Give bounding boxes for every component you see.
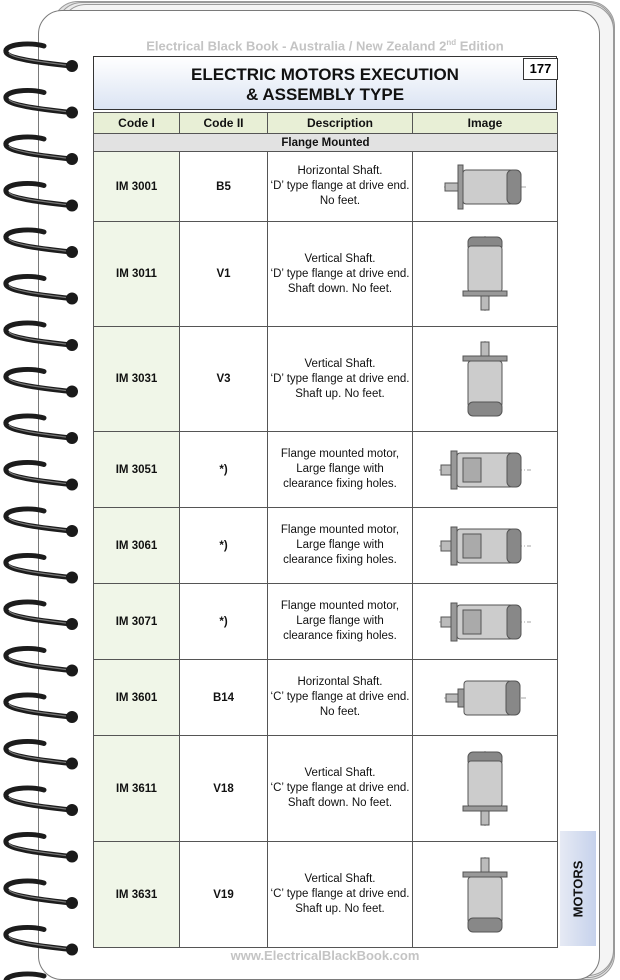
- motor-vertical-shaft-down-icon: [413, 749, 557, 829]
- binding-ring: [6, 695, 78, 723]
- binding-ring: [6, 463, 78, 491]
- description-line: Horizontal Shaft.: [297, 676, 383, 688]
- binding-ring: [6, 416, 78, 444]
- code-i-cell: IM 3001: [94, 152, 180, 222]
- description-line: ‘D’ type flange at drive end.: [270, 372, 410, 385]
- description-line: ‘C’ type flange at drive end.: [270, 691, 410, 703]
- description-cell: [268, 660, 413, 736]
- description-line: Shaft up. No feet.: [295, 903, 385, 915]
- section-row: [94, 134, 558, 152]
- binding-ring: [6, 788, 78, 816]
- binding-ring: [6, 742, 78, 770]
- code-i-cell: IM 3071: [94, 584, 180, 660]
- motor-large-flange-icon: [413, 599, 557, 645]
- description-cell: [268, 432, 413, 508]
- table-row: [94, 327, 558, 432]
- motor-vertical-shaft-down-icon: [413, 234, 557, 314]
- binding-ring: [6, 649, 78, 677]
- motor-vertical-shaft-up-icon: [413, 339, 557, 419]
- image-cell: [413, 508, 558, 584]
- description-cell: [268, 584, 413, 660]
- code-ii-cell: *): [180, 508, 268, 584]
- binding-ring: [6, 835, 78, 863]
- binding-ring: [6, 928, 78, 956]
- description-line: Large flange with: [296, 615, 384, 627]
- description-line: Large flange with: [296, 463, 384, 475]
- code-i-cell: IM 3011: [94, 222, 180, 327]
- page-number: 177: [523, 58, 558, 80]
- code-i-cell: IM 3611: [94, 736, 180, 842]
- binding-ring: [6, 974, 78, 980]
- binding-ring: [6, 91, 78, 119]
- binding-ring: [6, 137, 78, 165]
- title-line-2: & ASSEMBLY TYPE: [245, 85, 405, 104]
- table-row: [94, 660, 558, 736]
- description-line: ‘C’ type flange at drive end.: [270, 888, 410, 900]
- image-cell: [413, 842, 558, 948]
- code-i-cell: IM 3631: [94, 842, 180, 948]
- binding-ring: [6, 184, 78, 212]
- motor-large-flange-icon: [413, 523, 557, 569]
- description-line: clearance fixing holes.: [283, 478, 397, 490]
- image-cell: [413, 736, 558, 842]
- description-cell: [268, 152, 413, 222]
- code-i-cell: IM 3061: [94, 508, 180, 584]
- code-i-cell: IM 3601: [94, 660, 180, 736]
- image-cell: [413, 432, 558, 508]
- binding-ring: [6, 277, 78, 305]
- binding-ring: [6, 509, 78, 537]
- table-row: [94, 736, 558, 842]
- binding-ring: [6, 370, 78, 398]
- code-ii-cell: *): [180, 432, 268, 508]
- description-line: No feet.: [319, 195, 361, 207]
- description-line: Vertical Shaft.: [304, 357, 376, 370]
- table-row: [94, 842, 558, 948]
- description-line: Vertical Shaft.: [304, 252, 376, 265]
- description-line: ‘D’ type flange at drive end.: [270, 180, 410, 192]
- code-ii-cell: V1: [180, 222, 268, 327]
- section-title: Flange Mounted: [94, 134, 558, 152]
- code-i-cell: IM 3031: [94, 327, 180, 432]
- code-i-cell: IM 3051: [94, 432, 180, 508]
- description-line: Flange mounted motor,: [280, 600, 400, 612]
- description-line: Shaft down. No feet.: [287, 282, 393, 295]
- spiral-binding: [0, 0, 90, 980]
- column-header: Description: [268, 113, 413, 134]
- image-cell: [413, 584, 558, 660]
- code-ii-cell: B5: [180, 152, 268, 222]
- code-ii-cell: B14: [180, 660, 268, 736]
- description-line: No feet.: [319, 706, 361, 718]
- description-cell: [268, 327, 413, 432]
- column-header: Code II: [180, 113, 268, 134]
- description-cell: [268, 222, 413, 327]
- binding-ring: [6, 230, 78, 258]
- description-line: ‘D’ type flange at drive end.: [270, 267, 410, 280]
- page-title: [93, 56, 557, 110]
- description-line: Shaft up. No feet.: [295, 387, 385, 400]
- description-line: Flange mounted motor,: [280, 448, 400, 460]
- image-cell: [413, 152, 558, 222]
- binding-ring: [6, 323, 78, 351]
- binding-ring: [6, 556, 78, 584]
- description-line: ‘C’ type flange at drive end.: [270, 782, 410, 794]
- table-row: [94, 432, 558, 508]
- footer-url: www.ElectricalBlackBook.com: [230, 948, 420, 963]
- section-tab-motors[interactable]: [560, 831, 596, 946]
- binding-ring: [6, 602, 78, 630]
- description-line: Flange mounted motor,: [280, 524, 400, 536]
- binding-ring: [6, 881, 78, 909]
- code-ii-cell: V18: [180, 736, 268, 842]
- code-ii-cell: V3: [180, 327, 268, 432]
- book-header: [0, 38, 620, 53]
- table-row: [94, 508, 558, 584]
- image-cell: [413, 327, 558, 432]
- motor-table: [93, 112, 558, 948]
- side-tab-label: MOTORS: [570, 860, 586, 917]
- image-cell: [413, 222, 558, 327]
- description-line: clearance fixing holes.: [283, 554, 397, 566]
- description-line: Shaft down. No feet.: [287, 797, 393, 809]
- column-header: Image: [413, 113, 558, 134]
- code-ii-cell: V19: [180, 842, 268, 948]
- title-line-1: ELECTRIC MOTORS EXECUTION: [191, 65, 459, 84]
- description-cell: [268, 508, 413, 584]
- description-line: Horizontal Shaft.: [297, 165, 383, 177]
- binding-ring: [6, 44, 78, 72]
- header-sup: nd: [446, 38, 457, 47]
- table-header-row: [94, 113, 558, 134]
- column-header: Code I: [94, 113, 180, 134]
- header-text: Electrical Black Book - Australia / New Zealand 2: [146, 38, 447, 54]
- description-cell: [268, 842, 413, 948]
- description-cell: [268, 736, 413, 842]
- motor-horizontal-d-flange-icon: [413, 162, 557, 212]
- motor-large-flange-icon: [413, 447, 557, 493]
- description-line: clearance fixing holes.: [283, 630, 397, 642]
- motor-vertical-shaft-up-icon: [413, 855, 557, 935]
- description-line: Vertical Shaft.: [304, 767, 376, 779]
- table-row: [94, 152, 558, 222]
- header-suffix: Edition: [456, 38, 504, 54]
- motor-horizontal-c-flange-icon: [413, 678, 557, 718]
- code-ii-cell: *): [180, 584, 268, 660]
- description-line: Large flange with: [296, 539, 384, 551]
- table-row: [94, 584, 558, 660]
- table-row: [94, 222, 558, 327]
- description-line: Vertical Shaft.: [304, 873, 376, 885]
- image-cell: [413, 660, 558, 736]
